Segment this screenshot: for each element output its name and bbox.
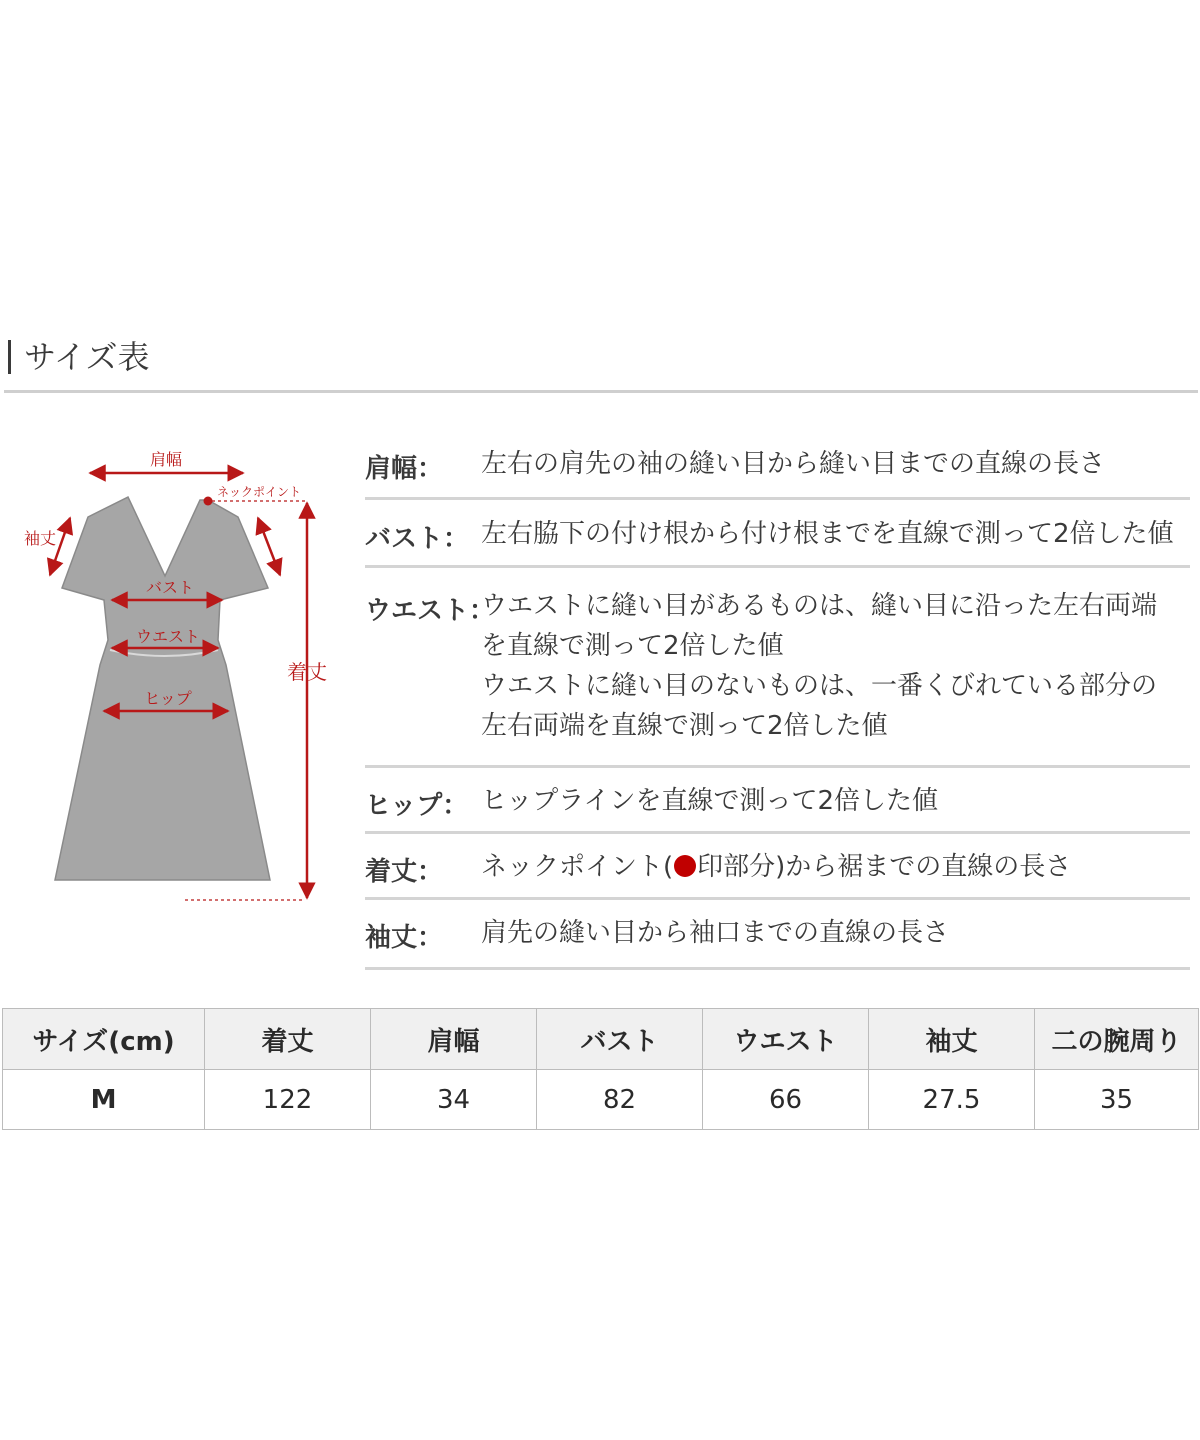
title-accent-bar [8,340,11,374]
definition-row [365,900,1190,970]
definition-text-part: 印部分)から裾までの直線の長さ [697,852,1072,882]
definition-row [365,568,1190,768]
definition-term: ヒップ： [365,791,469,821]
definition-text: 左右脇下の付け根から付け根までを直線で測って2倍した値 [481,519,1174,549]
table-header-row [3,1009,1199,1070]
label-hip: ヒップ [144,689,192,708]
definition-row [365,834,1190,900]
table-cell: 34 [371,1070,537,1130]
table-cell: 35 [1035,1070,1199,1130]
definition-term: 袖丈： [365,923,444,953]
column-header: ウエスト [703,1009,869,1070]
size-table [2,1008,1199,1130]
column-header: 袖丈 [869,1009,1035,1070]
definition-text: を直線で測って2倍した値 [481,631,784,661]
definition-term: ウエスト： [365,596,496,626]
table-cell: 122 [205,1070,371,1130]
table-row [3,1070,1199,1130]
definition-text: 肩先の縫い目から袖口までの直線の長さ [481,918,950,948]
definition-text [481,847,1071,887]
label-waist: ウエスト [135,627,201,646]
definition-text: ウエストに縫い目のないものは、一番くびれている部分の [481,671,1158,701]
definition-text: ウエストに縫い目があるものは、縫い目に沿った左右両端 [481,591,1158,621]
table-cell: 27.5 [869,1070,1035,1130]
definition-text: 左右両端を直線で測って2倍した値 [481,711,888,741]
definition-row [365,432,1190,500]
column-header: 二の腕周り [1035,1009,1199,1070]
column-header: 肩幅 [371,1009,537,1070]
label-sleeve: 袖丈 [24,529,57,548]
table-cell: 82 [537,1070,703,1130]
measurement-definitions [365,432,1190,970]
definition-text-part: ネックポイント( [481,852,674,882]
label-bust: バスト [145,578,195,597]
definition-row [365,500,1190,568]
label-neck-point: ネックポイント [217,485,302,499]
table-cell: 66 [703,1070,869,1130]
column-header: 着丈 [205,1009,371,1070]
definition-text: ヒップラインを直線で測って2倍した値 [481,786,938,816]
dress-illustration [0,440,340,920]
neck-point-marker-icon [674,855,696,877]
sleeve-right-arrow [258,518,280,575]
label-length: 着丈 [287,660,327,684]
definition-term: 肩幅： [365,454,444,484]
column-header: サイズ(cm) [3,1009,205,1070]
section-header [4,338,1198,393]
definition-term: バスト： [365,524,470,554]
definition-text: 左右の肩先の袖の縫い目から縫い目までの直線の長さ [481,449,1106,479]
label-shoulder: 肩幅 [149,450,183,469]
definition-term: 着丈： [365,857,444,887]
neck-point-dot [204,497,213,506]
definition-row [365,768,1190,834]
column-header: バスト [537,1009,703,1070]
section-title: サイズ表 [24,338,150,376]
garment-diagram [0,440,340,920]
size-label-cell: M [3,1070,205,1130]
